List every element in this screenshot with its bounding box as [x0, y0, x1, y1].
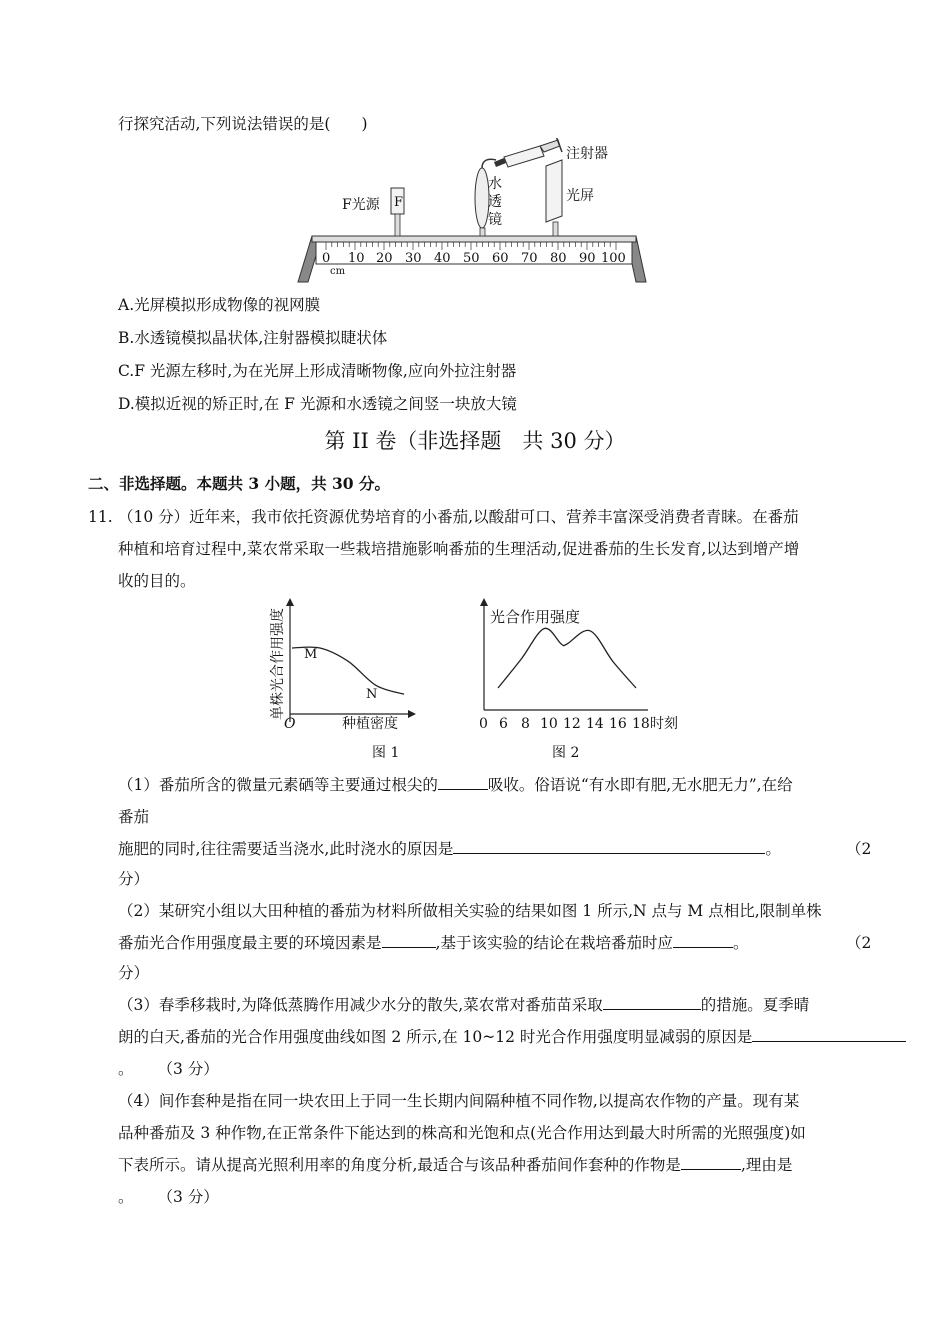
- fig1-y-label: 单株光合作用强度: [270, 608, 286, 720]
- option-b: B.水透镜模拟晶状体,注射器模拟睫状体: [118, 329, 388, 347]
- f-light-source-label: F光源: [342, 197, 380, 213]
- ruler-unit: cm: [330, 266, 346, 277]
- fig1-x-label: 种植密度: [342, 716, 398, 732]
- figure-1-chart: [262, 596, 422, 736]
- ruler-tick-label: 70: [521, 251, 538, 266]
- question-intro-line: 行探究活动,下列说法错误的是( ): [118, 115, 368, 133]
- subquestion-2-text: 。: [732, 934, 749, 952]
- fig2-tick-label: 16: [609, 716, 627, 732]
- subquestion-1-text: 吸收。俗语说“有水即有肥,无水肥无力”,在给: [487, 776, 793, 794]
- fig2-tick-label: 8: [521, 716, 530, 732]
- score-label: （2: [846, 840, 872, 858]
- fig2-tick-label: 12: [563, 716, 581, 732]
- answer-blank[interactable]: [603, 994, 701, 1010]
- subquestion-4-text: 下表所示。请从提高光照利用率的角度分析,最适合与该品种番茄间作套种的作物是: [118, 1156, 681, 1174]
- option-a: A.光屏模拟形成物像的视网膜: [118, 296, 321, 314]
- answer-blank[interactable]: [681, 1154, 741, 1170]
- subquestion-3-line-1: [118, 994, 809, 1016]
- fig1-point-n: N: [366, 687, 378, 702]
- subquestion-4-line-4: [118, 1186, 219, 1208]
- subquestion-1-text: 。: [765, 840, 781, 858]
- fig2-tick-label: 0: [479, 716, 488, 732]
- fig2-y-arrow: [480, 598, 488, 606]
- figure-2-caption: 图 2: [552, 745, 580, 761]
- water-lens: [475, 168, 489, 228]
- ruler-tick-label: 20: [376, 251, 393, 266]
- subquestion-1-text: 施肥的同时,往往需要适当浇水,此时浇水的原因是: [118, 840, 454, 858]
- answer-blank[interactable]: [673, 932, 733, 948]
- fig1-y-arrow: [286, 598, 294, 606]
- optical-bench-diagram: [290, 138, 660, 286]
- ruler-tick-label: 60: [492, 251, 509, 266]
- question-number: 11.: [88, 508, 113, 526]
- figure-2-chart: [472, 598, 686, 736]
- question-stem-line: 收的目的。: [118, 572, 196, 590]
- subquestion-4-text: ,理由是: [740, 1156, 793, 1174]
- fig2-x-label: 时刻: [650, 716, 678, 732]
- ruler-tick-label: 10: [348, 251, 365, 266]
- ruler-tick-label: 50: [463, 251, 480, 266]
- subquestion-2-text: （2）某研究小组以大田种植的番茄为材料所做相关实验的结果如图 1 所示,N 点与 M 点相比,限制单株: [118, 902, 822, 920]
- subquestion-4-text: （4）间作套种是指在同一块农田上于同一生长期内间隔种植不同作物,以提高农作物的产量。现有某: [118, 1092, 800, 1110]
- fig1-origin: O: [284, 716, 296, 732]
- subquestion-1-line-3: [118, 838, 781, 860]
- answer-blank[interactable]: [382, 932, 436, 948]
- question-stem-line: 种植和培育过程中,菜农常采取一些栽培措施影响番茄的生理活动,促进番茄的生长发育,以达到增产增: [118, 540, 800, 558]
- f-source-stand: [395, 214, 400, 236]
- ruler-tick-label: 100: [601, 251, 626, 266]
- question-stem-line: （10 分）近年来，我市依托资源优势培育的小番茄,以酸甜可口、营养丰富深受消费者青睐。在番茄: [118, 508, 799, 526]
- f-light-source-letter: F: [394, 195, 404, 210]
- syringe-label: 注射器: [566, 146, 608, 162]
- subquestion-2-text: ,基于该实验的结论在栽培番茄时应: [435, 934, 673, 952]
- fig1-x-arrow: [408, 710, 416, 718]
- subquestion-2-text: 番茄光合作用强度最主要的环境因素是: [118, 934, 382, 952]
- water-lens-label: 水: [488, 176, 502, 192]
- answer-blank[interactable]: [453, 838, 765, 854]
- answer-blank[interactable]: [438, 774, 488, 790]
- fig2-tick-label: 10: [540, 716, 558, 732]
- subquestion-1-text: 番茄: [118, 808, 150, 826]
- fig2-tick-label: 14: [586, 716, 604, 732]
- figure-1-caption: 图 1: [372, 745, 400, 761]
- option-d: D.模拟近视的矫正时,在 F 光源和水透镜之间竖一块放大镜: [118, 395, 517, 413]
- ruler-tick-label: 90: [579, 251, 596, 266]
- fig2-tick-labels: [479, 716, 650, 732]
- score-label: 分）: [118, 870, 150, 888]
- subquestion-4-text: 品种番茄及 3 种作物,在正常条件下能达到的株高和光饱和点(光合作用达到最大时所需的光照强度)如: [118, 1124, 806, 1142]
- ruler-tick-label: 80: [550, 251, 567, 266]
- light-screen: [546, 160, 562, 222]
- subquestion-3-line-2: [118, 1026, 906, 1048]
- fig2-y-label: 光合作用强度: [490, 608, 581, 626]
- ruler-tick-label: 30: [405, 251, 422, 266]
- lens-tube: [482, 159, 496, 168]
- fig1-point-m: M: [304, 647, 318, 662]
- water-lens-label: 镜: [488, 212, 502, 228]
- score-label: （2: [846, 934, 872, 952]
- subquestion-3-text: 。: [118, 1060, 134, 1078]
- bench-rail: [312, 236, 636, 242]
- answer-blank[interactable]: [752, 1026, 906, 1042]
- subquestion-3-text: 的措施。夏季晴: [700, 996, 810, 1014]
- fig2-tick-label: 18: [632, 716, 650, 732]
- ruler-tick-label: 0: [322, 251, 331, 266]
- section-title: 第 II 卷（非选择题 共 30 分）: [324, 429, 626, 453]
- screen-stand: [553, 222, 558, 236]
- score-label: 分）: [118, 964, 150, 982]
- subquestion-4-line-3: [118, 1154, 792, 1176]
- ruler-tick-label: 40: [434, 251, 451, 266]
- subquestion-1-line-1: [118, 774, 793, 796]
- subquestion-3-text: （3）春季移栽时,为降低蒸腾作用减少水分的散失,菜农常对番茄苗采取: [118, 996, 603, 1014]
- light-screen-label: 光屏: [566, 188, 594, 204]
- part-heading: 二、非选择题。本题共 3 小题，共 30 分。: [88, 474, 390, 493]
- score-label: （3 分）: [157, 1060, 219, 1078]
- fig2-curve-line: [498, 628, 636, 688]
- water-lens-label: 透: [488, 194, 502, 210]
- score-label: （3 分）: [157, 1188, 219, 1206]
- water-lens-stand: [480, 228, 485, 236]
- syringe-icon: [494, 138, 562, 167]
- subquestion-3-line-3: [118, 1058, 219, 1080]
- subquestion-3-text: 朗的白天,番茄的光合作用强度曲线如图 2 所示,在 10~12 时光合作用强度明显减弱的原因是: [118, 1028, 753, 1046]
- subquestion-2-line-2: [118, 932, 748, 954]
- option-c: C.F 光源左移时,为在光屏上形成清晰物像,应向外拉注射器: [118, 362, 517, 380]
- subquestion-1-text: （1）番茄所含的微量元素硒等主要通过根尖的: [118, 776, 438, 794]
- subquestion-4-text: 。: [118, 1188, 134, 1206]
- fig2-tick-label: 6: [499, 716, 508, 732]
